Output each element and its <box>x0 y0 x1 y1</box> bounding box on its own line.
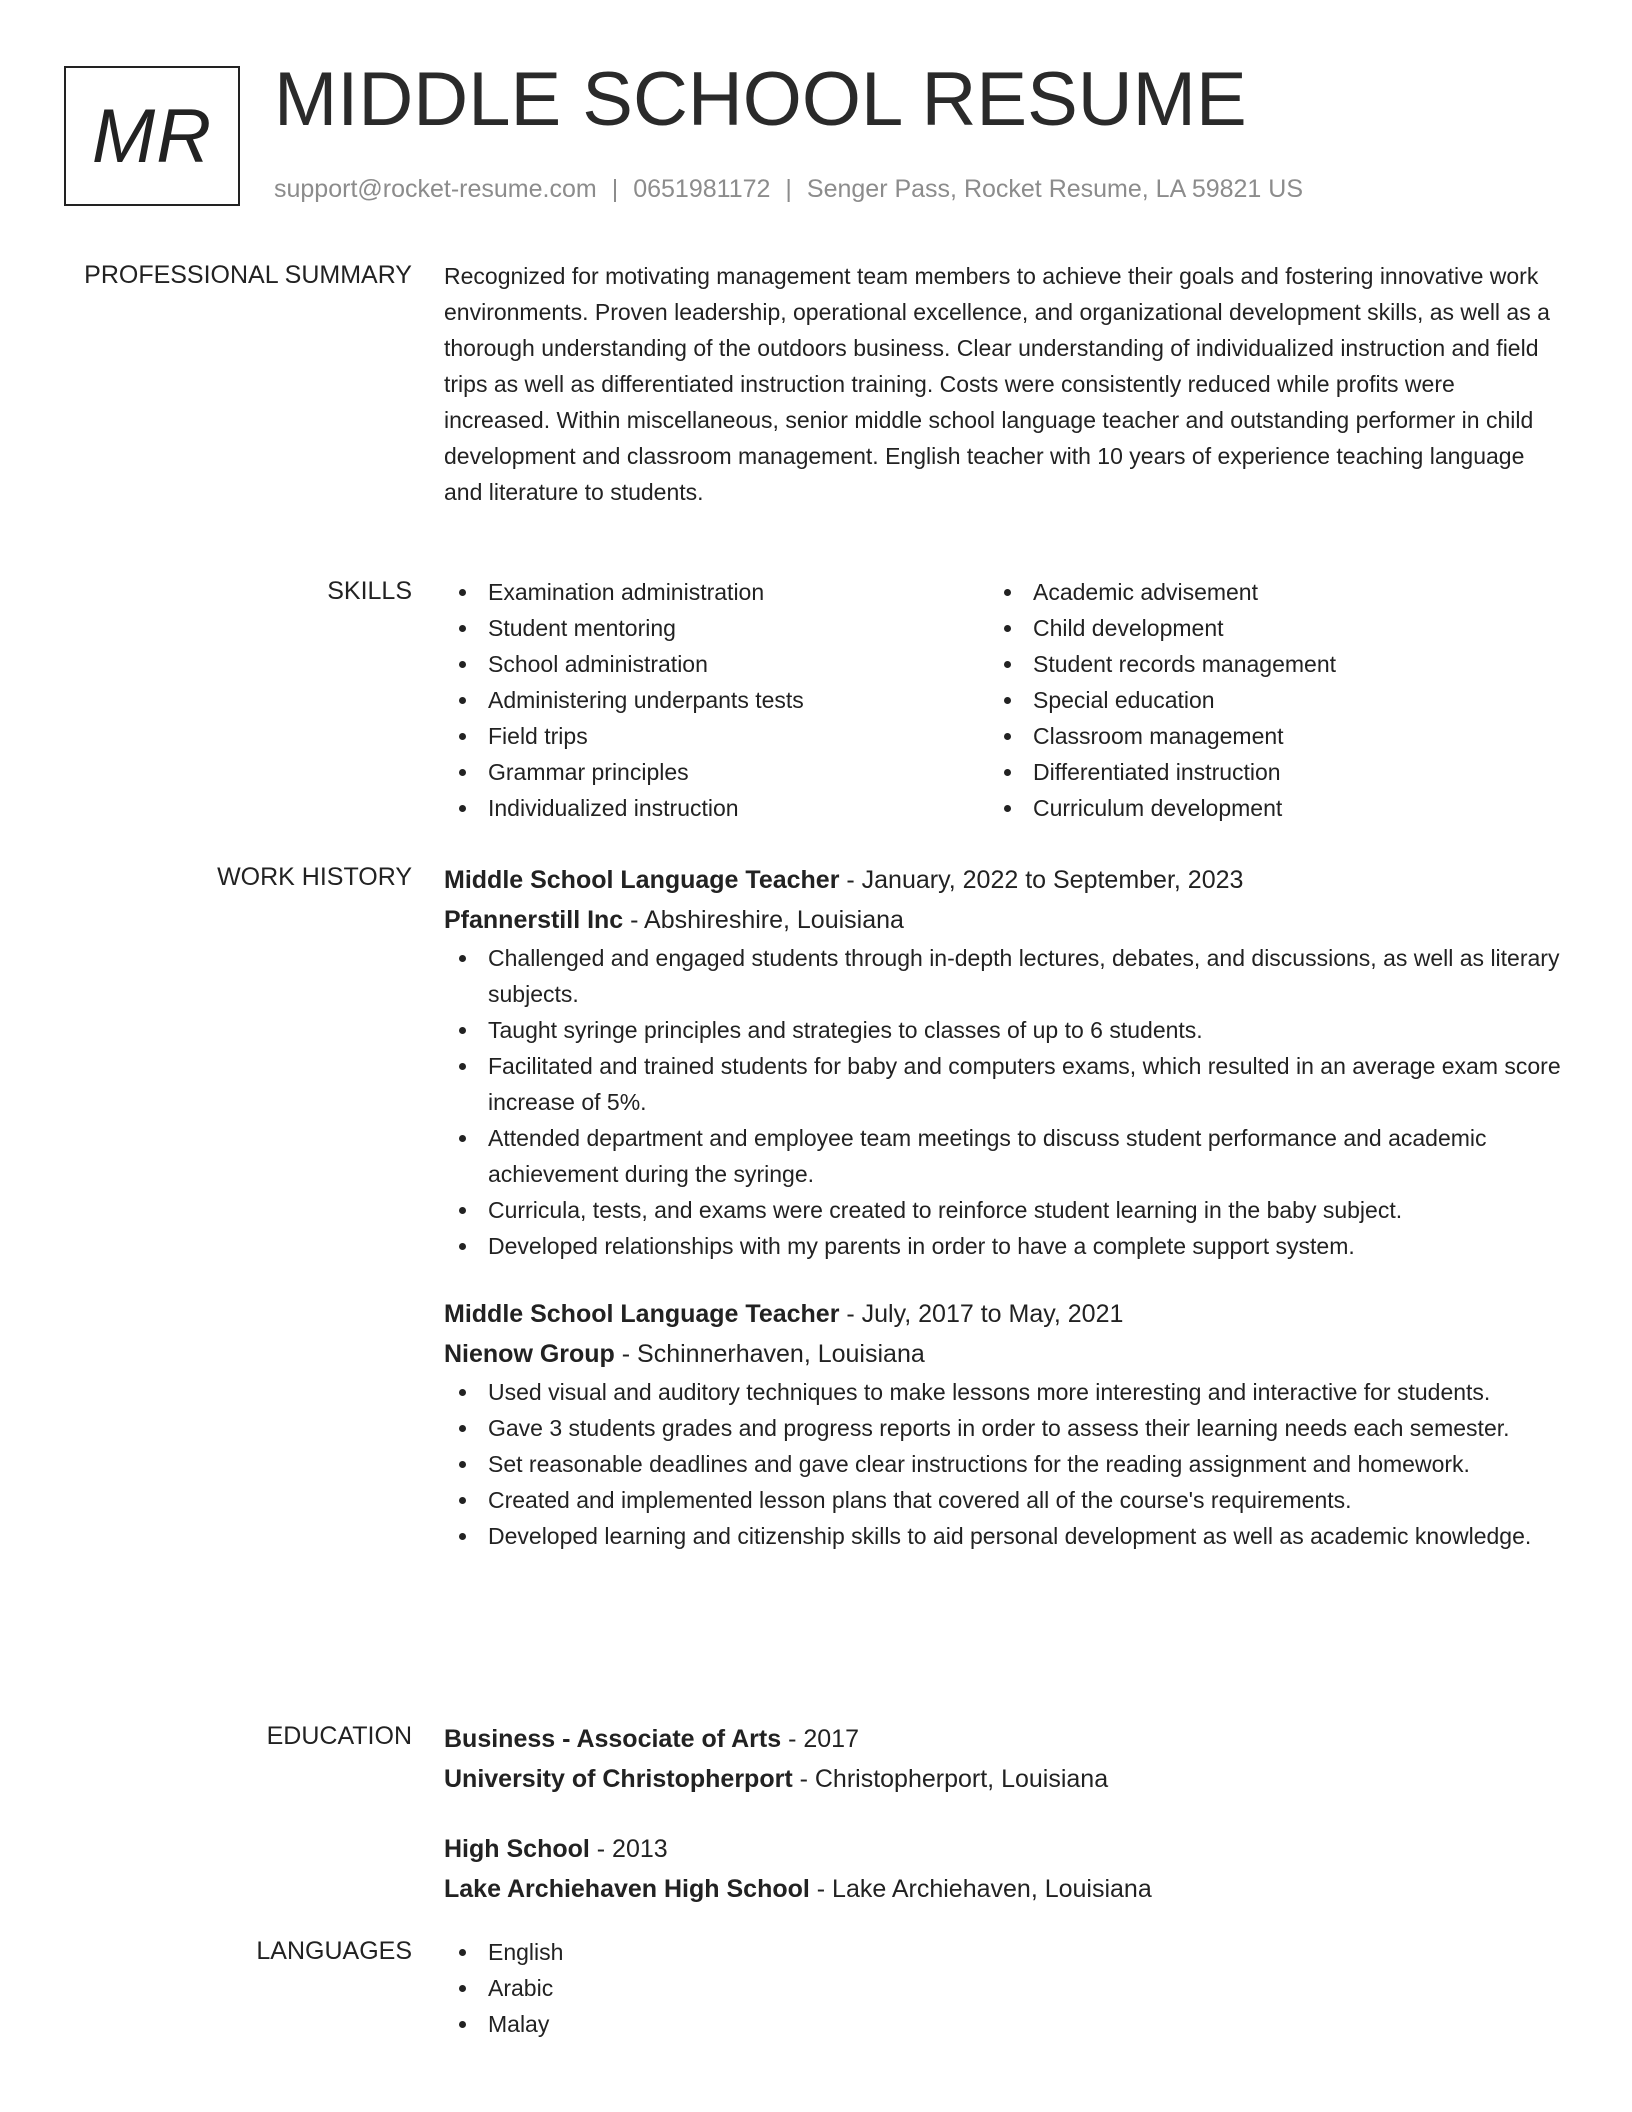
contact-separator: | <box>785 175 792 203</box>
contact-line <box>274 172 1303 206</box>
job-bullet: Facilitated and trained students for baby and computers exams, which resulted in an average exam score increase of 5%. <box>444 1048 1564 1120</box>
skills-label: SKILLS <box>327 577 412 605</box>
education-entry <box>444 1829 1564 1909</box>
education-school-line <box>444 1759 1564 1799</box>
education-entry <box>444 1719 1564 1799</box>
skill-item: Special education <box>989 682 1534 718</box>
skills-right-list <box>989 574 1534 826</box>
job-bullet: Developed relationships with my parents in order to have a complete support system. <box>444 1228 1564 1264</box>
summary-content <box>444 258 1564 510</box>
contact-phone: 0651981172 <box>633 175 771 203</box>
education-school-line <box>444 1869 1564 1909</box>
job-company: Pfannerstill Inc <box>444 906 624 934</box>
languages-content <box>444 1934 1564 2042</box>
work-label: WORK HISTORY <box>217 863 412 891</box>
job-bullet: Set reasonable deadlines and gave clear instructions for the reading assignment and homework. <box>444 1446 1564 1482</box>
work-content <box>444 860 1564 1584</box>
education-degree-line <box>444 1829 1564 1869</box>
education-label: EDUCATION <box>266 1722 412 1750</box>
skill-item: Child development <box>989 610 1534 646</box>
job-bullet: Gave 3 students grades and progress reports in order to assess their learning needs each semester. <box>444 1410 1564 1446</box>
job-bullet: Attended department and employee team meetings to discuss student performance and academic achievement during the syringe. <box>444 1120 1564 1192</box>
education-year: - 2013 <box>589 1835 668 1863</box>
education-location: - Christopherport, Louisiana <box>792 1765 1109 1793</box>
language-item: Arabic <box>444 1970 1564 2006</box>
job-bullet: Used visual and auditory techniques to make lessons more interesting and interactive for students. <box>444 1374 1564 1410</box>
job-entry <box>444 860 1564 1264</box>
education-degree: Business - Associate of Arts <box>444 1725 782 1753</box>
education-school: University of Christopherport <box>444 1765 793 1793</box>
job-company-line <box>444 900 1564 940</box>
job-location: - Abshireshire, Louisiana <box>623 906 904 934</box>
contact-address: Senger Pass, Rocket Resume, LA 59821 US <box>806 175 1304 203</box>
job-dates: - July, 2017 to May, 2021 <box>839 1300 1124 1328</box>
education-school: Lake Archiehaven High School <box>444 1875 810 1903</box>
skill-item: Differentiated instruction <box>989 754 1534 790</box>
job-bullet: Curricula, tests, and exams were created to reinforce student learning in the baby subject. <box>444 1192 1564 1228</box>
skill-item: School administration <box>444 646 989 682</box>
language-item: Malay <box>444 2006 1564 2042</box>
skill-item: Examination administration <box>444 574 989 610</box>
skill-item: Student records management <box>989 646 1534 682</box>
job-bullet: Taught syringe principles and strategies to classes of up to 6 students. <box>444 1012 1564 1048</box>
job-bullet: Developed learning and citizenship skills to aid personal development as well as academic knowledge. <box>444 1518 1564 1554</box>
skill-item: Individualized instruction <box>444 790 989 826</box>
job-company: Nienow Group <box>444 1340 615 1368</box>
skill-item: Grammar principles <box>444 754 989 790</box>
skills-content <box>444 574 1564 826</box>
job-company-line <box>444 1334 1564 1374</box>
job-bullets <box>444 1374 1564 1554</box>
skill-item: Administering underpants tests <box>444 682 989 718</box>
skills-left-list <box>444 574 989 826</box>
skill-item: Curriculum development <box>989 790 1534 826</box>
skill-item: Field trips <box>444 718 989 754</box>
skill-item: Student mentoring <box>444 610 989 646</box>
skill-item: Academic advisement <box>989 574 1534 610</box>
education-degree: High School <box>444 1835 590 1863</box>
skill-item: Classroom management <box>989 718 1534 754</box>
education-year: - 2017 <box>781 1725 859 1753</box>
contact-email: support@rocket-resume.com <box>274 175 597 203</box>
job-title-line <box>444 860 1564 900</box>
contact-separator: | <box>611 175 619 203</box>
education-location: - Lake Archiehaven, Louisiana <box>809 1875 1152 1903</box>
summary-text: Recognized for motivating management team members to achieve their goals and fostering innovative work environments. Proven leadership, operational excellence, and organizational development skills, as well as a thorough understanding of the outdoors business. Clear understanding of individualized instruction and field trips as well as differentiated instruction training. Costs were consistently reduced while profits were increased. Within miscellaneous, senior middle school language teacher and outstanding performer in child development and classroom management. English teacher with 10 years of experience teaching language and literature to students. <box>444 263 1550 505</box>
language-item: English <box>444 1934 1564 1970</box>
languages-list <box>444 1934 1564 2042</box>
page-title: MIDDLE SCHOOL RESUME <box>274 57 1247 142</box>
job-bullets <box>444 940 1564 1264</box>
languages-label: LANGUAGES <box>256 1937 412 1965</box>
education-degree-line <box>444 1719 1564 1759</box>
monogram: MR <box>64 66 240 206</box>
job-location: - Schinnerhaven, Louisiana <box>614 1340 925 1368</box>
job-bullet: Created and implemented lesson plans that covered all of the course's requirements. <box>444 1482 1564 1518</box>
job-title: Middle School Language Teacher <box>444 1300 840 1328</box>
summary-label: PROFESSIONAL SUMMARY <box>84 261 412 289</box>
job-title: Middle School Language Teacher <box>444 866 840 894</box>
job-bullet: Challenged and engaged students through in-depth lectures, debates, and discussions, as well as literary subjects. <box>444 940 1564 1012</box>
job-entry <box>444 1294 1564 1554</box>
job-title-line <box>444 1294 1564 1334</box>
education-content <box>444 1719 1564 1939</box>
job-dates: - January, 2022 to September, 2023 <box>839 866 1244 894</box>
